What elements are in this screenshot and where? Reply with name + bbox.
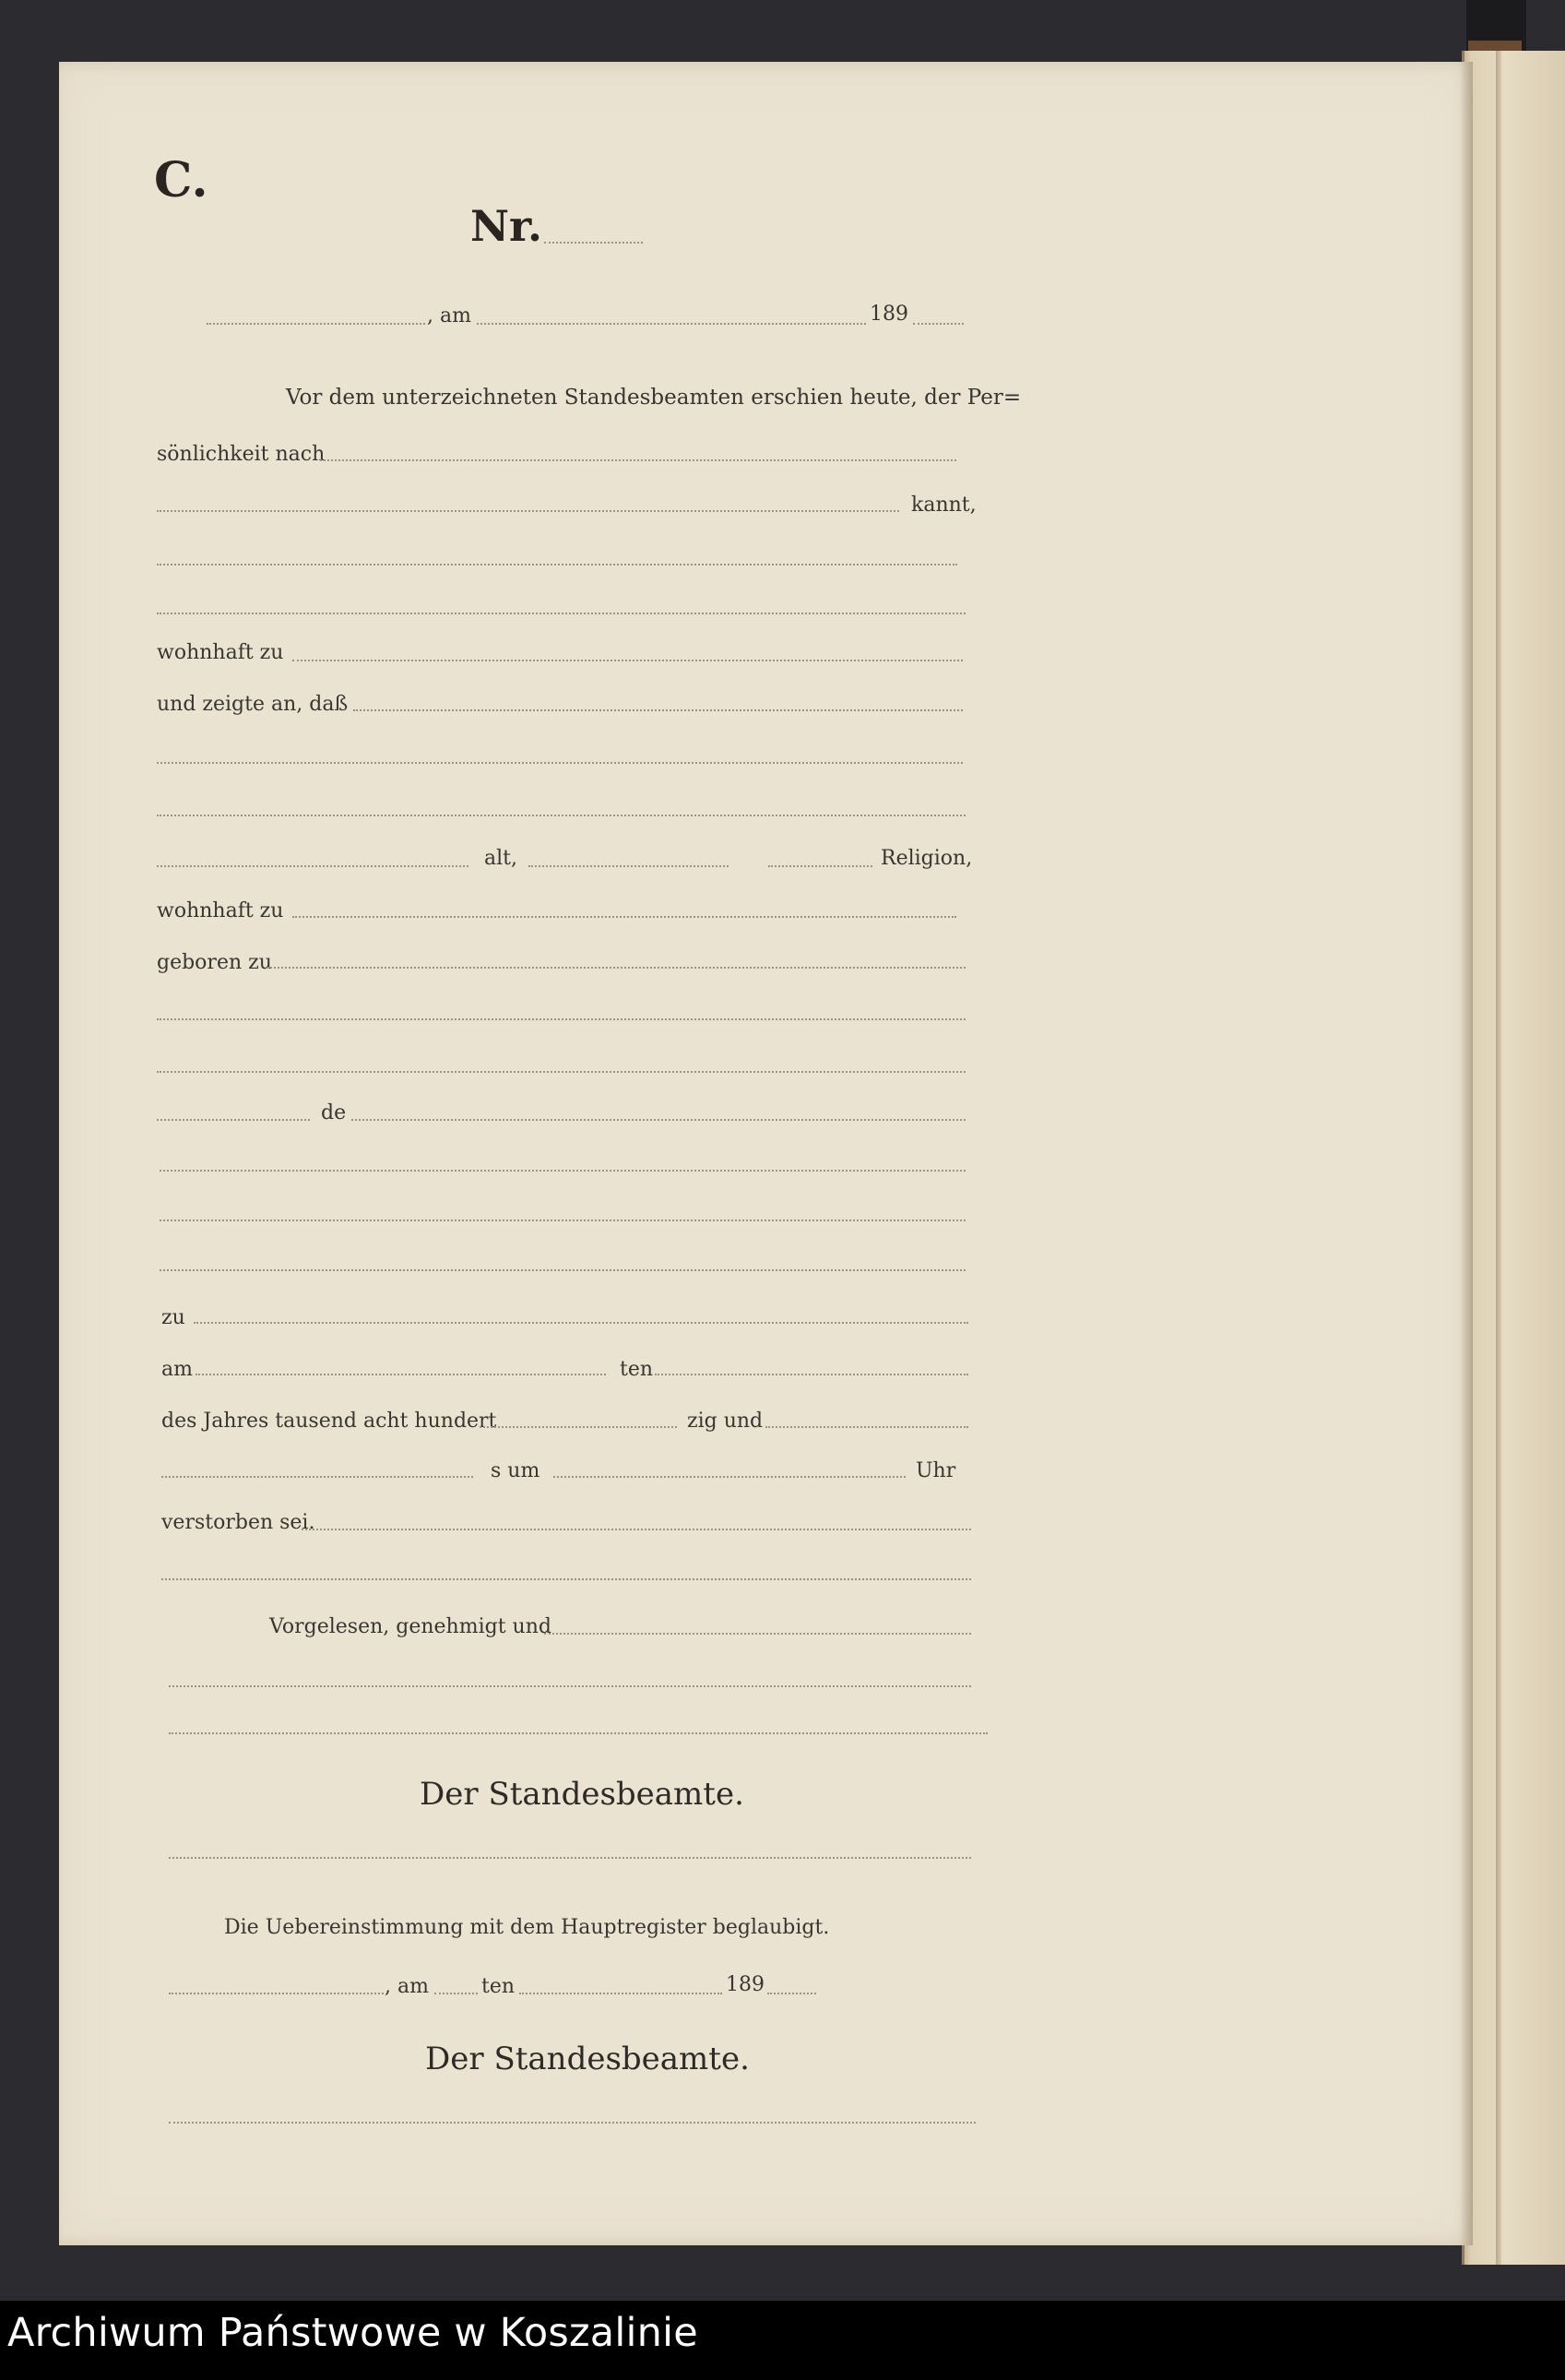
standesbeamte-heading-2: Der Standesbeamte. — [425, 2041, 750, 2077]
am-label-2: , am — [385, 1975, 429, 1998]
geboren-field[interactable] — [267, 967, 966, 969]
de-field[interactable] — [351, 1119, 966, 1121]
blank-line-10[interactable] — [161, 1578, 971, 1580]
number-field[interactable] — [544, 242, 643, 244]
uhr-field[interactable] — [553, 1476, 906, 1478]
wohnhaft-field-1[interactable] — [292, 660, 963, 661]
jahres-label: des Jahres tausend acht hundert — [161, 1410, 497, 1433]
hour-prefix-field[interactable] — [161, 1476, 473, 1478]
place-field[interactable] — [207, 323, 425, 325]
blank-line-7[interactable] — [160, 1170, 966, 1172]
blank-line-2[interactable] — [157, 613, 966, 614]
am-date-label: am — [161, 1358, 193, 1381]
date-field[interactable] — [477, 323, 866, 325]
am-date-field[interactable] — [196, 1374, 606, 1375]
blank-line-1[interactable] — [157, 564, 957, 565]
verstorben-field[interactable] — [302, 1529, 971, 1530]
kannt-label: kannt, — [911, 494, 977, 517]
uhr-label: Uhr — [916, 1459, 956, 1482]
standesbeamte-heading-1: Der Standesbeamte. — [420, 1776, 744, 1813]
zig-field[interactable] — [765, 1426, 968, 1428]
year-field-2[interactable] — [767, 1993, 816, 1994]
year-field[interactable] — [913, 323, 964, 325]
jahres-field[interactable] — [480, 1426, 677, 1428]
date-field-2[interactable] — [434, 1993, 478, 1994]
de-prefix-field[interactable] — [157, 1119, 310, 1121]
place-field-2[interactable] — [169, 1993, 384, 1994]
intro-text: Vor dem unterzeichneten Standesbeamten erschien heute, der Per= — [286, 386, 1022, 410]
archive-name: Archiwum Państwowe w Koszalinie — [7, 2310, 698, 2356]
uebereinstimmung-text: Die Uebereinstimmung mit dem Hauptregister beglaubigt. — [224, 1916, 830, 1939]
form-letter: C. — [154, 152, 208, 208]
blank-line-9[interactable] — [160, 1269, 966, 1271]
wohnhaft-label-2: wohnhaft zu — [157, 899, 284, 922]
number-label: Nr. — [470, 201, 543, 251]
blank-line-11[interactable] — [169, 1685, 971, 1687]
de-label: de — [321, 1101, 347, 1125]
archive-footer — [0, 2301, 1565, 2380]
year-label: 189 — [870, 303, 908, 326]
s-um-label: s um — [491, 1459, 540, 1482]
personlichkeit-field[interactable] — [320, 459, 956, 461]
blank-line-5[interactable] — [157, 1018, 966, 1020]
zig-label: zig und — [687, 1410, 764, 1433]
age-field[interactable] — [157, 865, 468, 867]
ten-label: ten — [620, 1358, 654, 1381]
ten-label-2: ten — [481, 1975, 516, 1998]
geboren-label: geboren zu — [157, 951, 272, 974]
blank-line-8[interactable] — [160, 1220, 966, 1221]
zu-label: zu — [161, 1306, 185, 1329]
wohnhaft-field-2[interactable] — [292, 916, 956, 918]
month-field-2[interactable] — [519, 1993, 722, 1994]
confession-field[interactable] — [528, 865, 729, 867]
religion-label: Religion, — [881, 847, 973, 870]
blank-line-4[interactable] — [157, 815, 966, 816]
zu-field[interactable] — [194, 1322, 968, 1324]
alt-label: alt, — [484, 847, 517, 870]
wohnhaft-label-1: wohnhaft zu — [157, 641, 284, 664]
book-page-edge — [1462, 51, 1565, 2265]
signature-line-1[interactable] — [169, 1857, 971, 1859]
signature-line-2[interactable] — [169, 2122, 976, 2124]
personlichkeit-label: sönlichkeit nach — [157, 443, 326, 466]
year-label-2: 189 — [726, 1973, 765, 1996]
blank-line-6[interactable] — [157, 1071, 966, 1073]
vorgelesen-label: Vorgelesen, genehmigt und — [269, 1615, 551, 1638]
zeigte-field[interactable] — [353, 709, 963, 711]
zeigte-label: und zeigte an, daß — [157, 693, 349, 716]
verstorben-label: verstorben sei. — [161, 1511, 315, 1534]
am-label: , am — [427, 304, 471, 327]
blank-line-3[interactable] — [157, 762, 963, 764]
personlichkeit-field-2[interactable] — [157, 510, 899, 512]
vorgelesen-field[interactable] — [544, 1633, 971, 1635]
blank-line-12[interactable] — [169, 1732, 988, 1734]
confession-field-2[interactable] — [768, 865, 872, 867]
ten-field[interactable] — [655, 1374, 968, 1375]
